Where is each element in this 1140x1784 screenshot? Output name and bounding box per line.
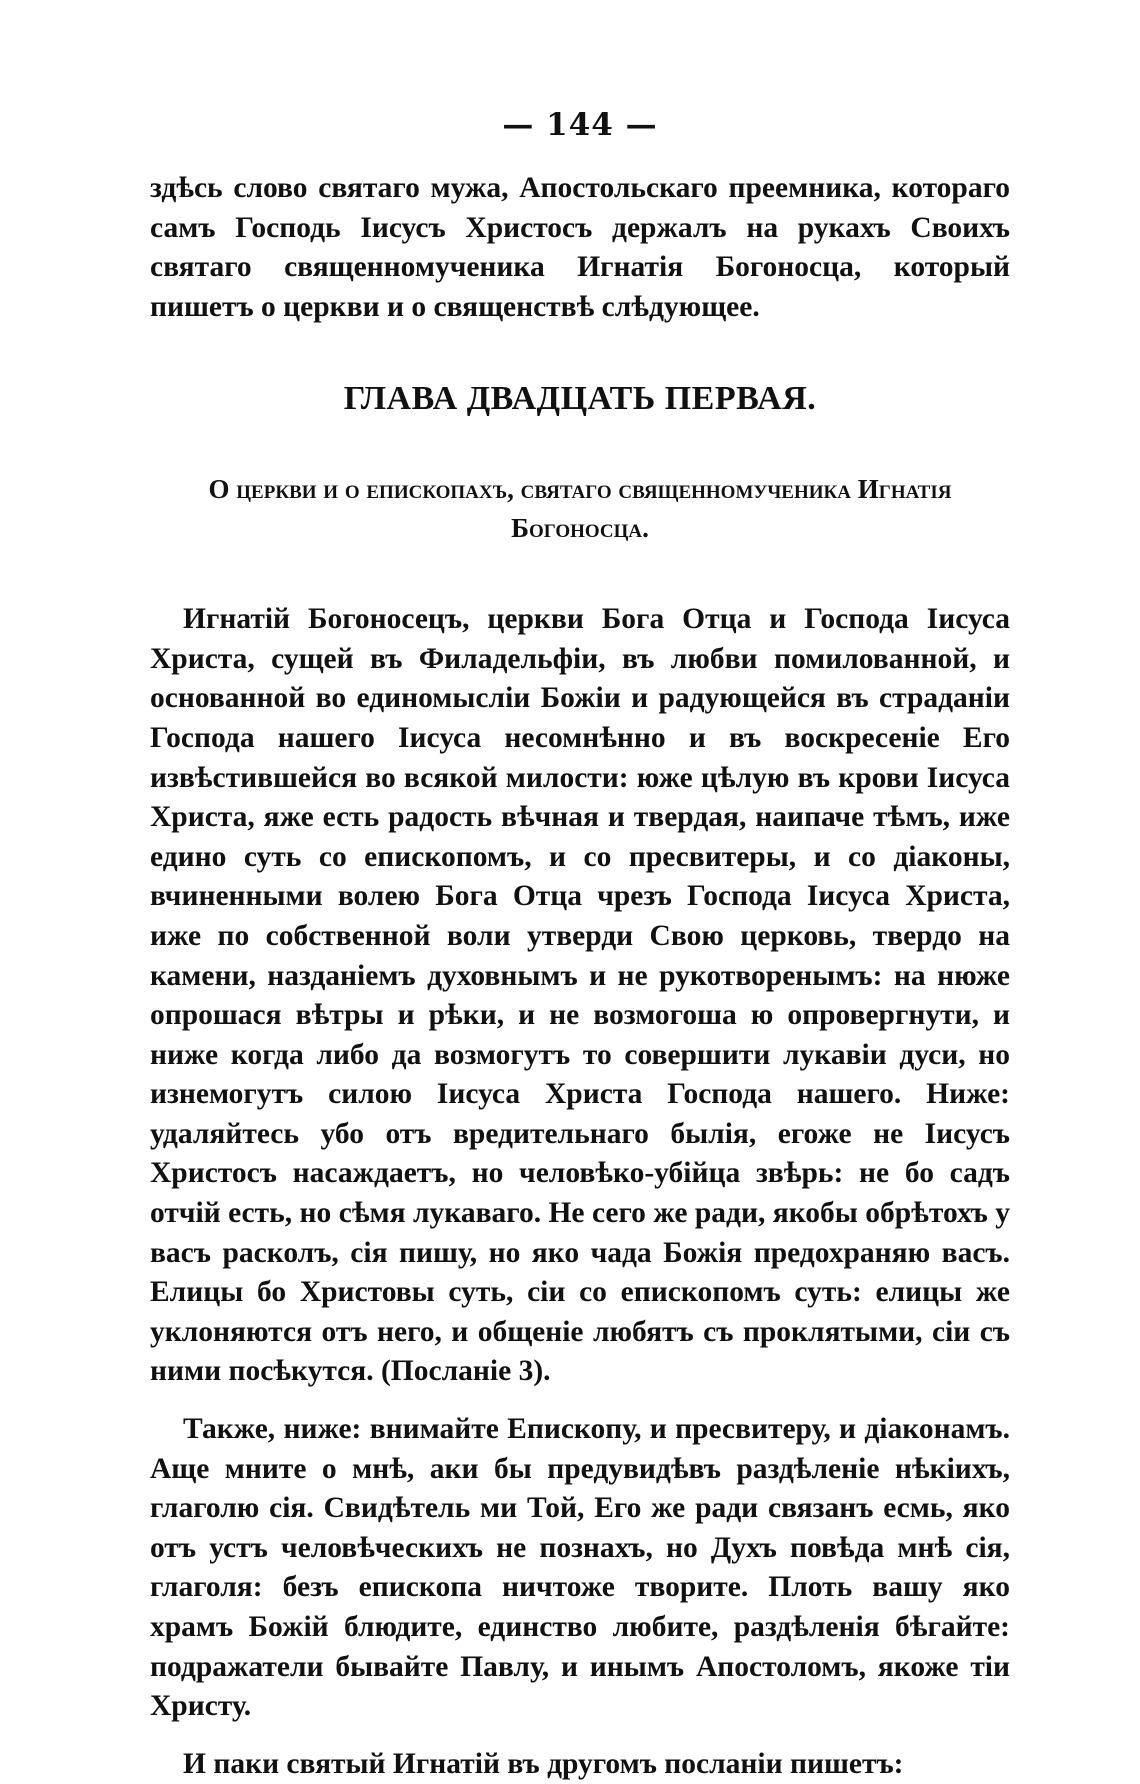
- body-paragraph-1: Игнатій Богоносецъ, церкви Бога Отца и Господа Іисуса Христа, сущей въ Филадельфіи, въ любви помилованной, и основанной во единомысліи Божіи и радующейся въ страданіи Господа нашего Іисуса несомнѣнно и въ воскресеніе Его извѣстившейся во всякой милости: юже цѣлую въ крови Іисуса Христа, яже есть радость вѣчная и твердая, наипаче тѣмъ, иже едино суть со епископомъ, и со пресвитеры, и со діаконы, вчиненными волею Бога Отца чрезъ Господа Іисуса Христа, иже по собственной воли утверди Свою церковь, твердо на камени, назданіемъ духовнымъ и не рукотворенымъ: на нюже опрошася вѣтры и рѣки, и не возмогоша ю опровергнути, и ниже когда либо да возмогутъ то совершити лукавіи дуси, но изнемогутъ силою Іисуса Христа Господа нашего. Ниже: удаляйтесь убо отъ вредительнаго былія, егоже не Іисусъ Христосъ насаждаетъ, но человѣко-убійца звѣрь: не бо садъ отчій есть, но сѣмя лукаваго. Не сего же ради, якобы обрѣтохъ у васъ расколъ, сія пишу, но яко чада Божія предохраняю васъ. Елицы бо Христовы суть, сіи со епископомъ суть: елицы же уклоняются отъ него, и общеніе любятъ съ проклятыми, сіи съ ними посѣкутся. (Посланіе 3).: [150, 603, 1010, 1388]
- chapter-subtitle: О церкви и о епископахъ, святаго священномученика Игнатія Богоносца.: [208, 474, 952, 544]
- body-paragraph-3: И паки святый Игнатій въ другомъ посланіи пишетъ:: [183, 1747, 904, 1780]
- chapter-title: ГЛАВА ДВАДЦАТЬ ПЕРВАЯ.: [343, 380, 817, 418]
- intro-paragraph: здѣсь слово святаго мужа, Апостольскаго преемника, котораго самъ Господь Іисусъ Христосъ держалъ на рукахъ Своихъ святаго священномученика Игнатія Богоносца, который пишетъ о церкви и о священствѣ слѣдующее.: [150, 172, 1010, 323]
- page-number: — 144 —: [502, 107, 658, 143]
- body-paragraph-2: Также, ниже: внимайте Епископу, и пресвитеру, и діаконамъ. Аще мните о мнѣ, аки бы предувидѣвъ раздѣленіе нѣкіихъ, глаголю сія. Свидѣтель ми Той, Его же ради связанъ есмь, яко отъ устъ человѣческихъ не познахъ, но Духъ повѣда мнѣ сія, глаголя: безъ епископа ничтоже творите. Плоть вашу яко храмъ Божій блюдите, единство любите, раздѣленія бѣгайте: подражатели бывайте Павлу, и инымъ Апостоломъ, якоже тіи Христу.: [150, 1413, 1010, 1723]
- book-page: [150, 107, 1010, 1784]
